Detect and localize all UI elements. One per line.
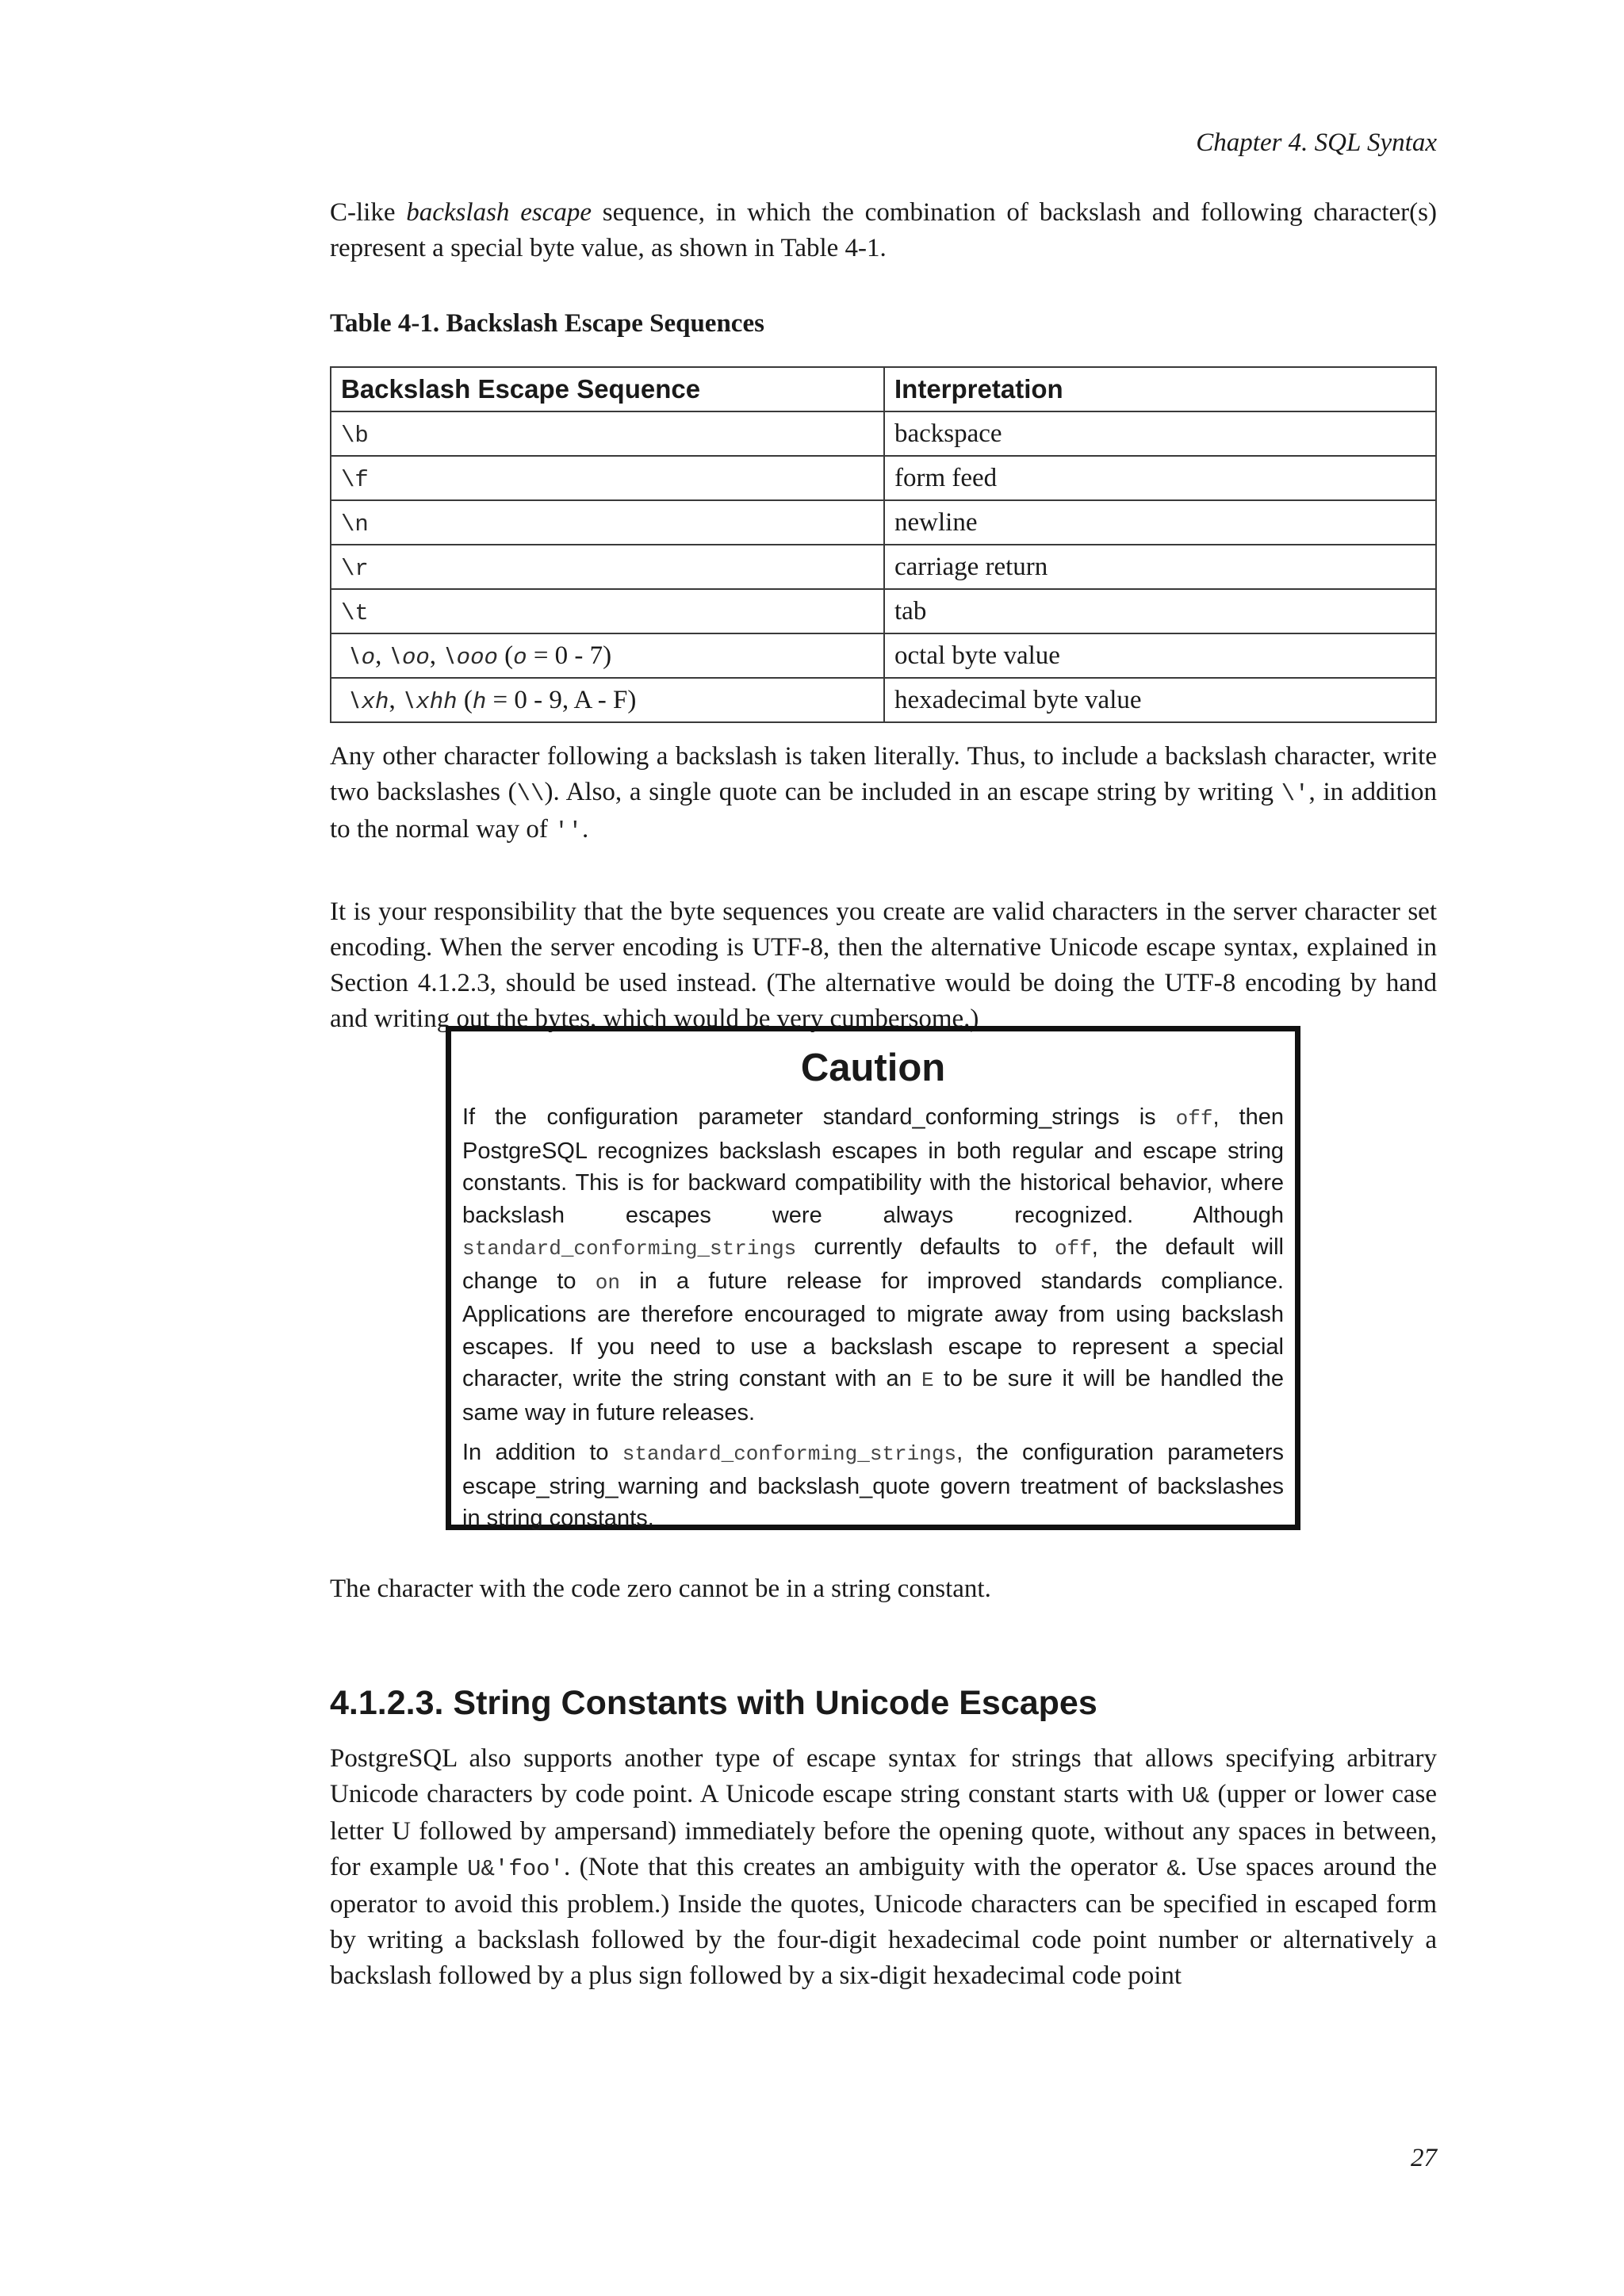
- caution-title: Caution: [800, 1047, 946, 1089]
- intro-text-2: sequence, in which the combination of backslash and following character(s) represent a special byte value, as shown in Table 4-1.: [330, 198, 1437, 262]
- intro-term: backslash escape: [406, 198, 592, 227]
- table-row: [331, 411, 1436, 456]
- code-zero-paragraph: The character with the code zero cannot be in a string constant.: [330, 1575, 991, 1603]
- caution-paragraph-2: In addition to standard_conforming_strings, the configuration parameters escape_string_warning and backslash_quote govern treatment of backslashes in string constants.: [462, 1440, 1284, 1531]
- table-row: [331, 545, 1436, 589]
- table-header-row: [331, 367, 1436, 411]
- caution-paragraph-1: If the configuration parameter standard_conforming_strings is off, then PostgreSQL recognizes backslash escapes in both regular and escape string constants. This is for backward compatibility with the historical behavior, where backslash escapes were always recognized. Although standard_conforming_strings currently defaults to off, the default will change to on in a future release for improved standards compliance. Applications are therefore encouraged to migrate away from using backslash escapes. If you need to use a backslash escape to represent a special character, write the string constant with an E to be sure it will be handled the same way in future releases.: [462, 1104, 1285, 1425]
- intro-paragraph: [330, 195, 1437, 266]
- backslash-literal-paragraph: Any other character following a backslash is taken literally. Thus, to include a backslash character, write two backslashes (\\). Also, a single quote can be included in an escape string by writing \', in addition to the normal way of ''.: [330, 742, 1437, 844]
- escape-sequence: \b: [341, 422, 369, 449]
- section-heading: 4.1.2.3. String Constants with Unicode Escapes: [330, 1684, 1097, 1722]
- table-row: [331, 633, 1436, 678]
- table-row: [331, 678, 1436, 722]
- unicode-escapes-paragraph: PostgreSQL also supports another type of escape syntax for strings that allows specifying arbitrary Unicode characters by code point. A Unicode escape string constant starts with U& (upper or lower case letter U followed by ampersand) immediately before the opening quote, without any spaces in between, for example U&'foo'. (Note that this creates an ambiguity with the operator &. Use spaces around the operator to avoid this problem.) Inside the quotes, Unicode characters can be specified in escaped form by writing a backslash followed by the four-digit hexadecimal code point number or alternatively a backslash followed by a plus sign followed by a six-digit hexadecimal code point: [330, 1744, 1437, 1990]
- escape-sequence: \r: [341, 555, 369, 582]
- running-header: Chapter 4. SQL Syntax: [1196, 128, 1437, 157]
- table-title: Table 4-1. Backslash Escape Sequences: [330, 309, 764, 338]
- escape-sequence: \f: [341, 466, 369, 493]
- interpretation: backspace: [884, 411, 1436, 456]
- escape-table: [330, 366, 1437, 723]
- table-row: [331, 500, 1436, 545]
- interpretation: hexadecimal byte value: [884, 678, 1436, 722]
- encoding-paragraph: It is your responsibility that the byte sequences you create are valid characters in the server character set encoding. When the server encoding is UTF-8, then the alternative Unicode escape syntax, explained in Section 4.1.2.3, should be used instead. (The alternative would be doing the UTF-8 encoding by hand and writing out the bytes, which would be very cumbersome.): [330, 897, 1437, 1033]
- table-row: [331, 589, 1436, 633]
- escape-sequence-hex: \xh, \xhh (h = 0 - 9, A - F): [331, 678, 884, 722]
- escape-sequence: \t: [341, 599, 369, 626]
- escape-sequence-octal: \o, \oo, \ooo (o = 0 - 7): [331, 633, 884, 678]
- table-header-interpretation: Interpretation: [884, 367, 1436, 411]
- interpretation: form feed: [884, 456, 1436, 500]
- page-number: 27: [1411, 2144, 1437, 2172]
- interpretation: newline: [884, 500, 1436, 545]
- table-row: [331, 456, 1436, 500]
- interpretation: octal byte value: [884, 633, 1436, 678]
- escape-sequence: \n: [341, 511, 369, 538]
- interpretation: carriage return: [884, 545, 1436, 589]
- intro-text-1: C-like: [330, 198, 407, 227]
- table-header-sequence: Backslash Escape Sequence: [331, 367, 884, 411]
- caution-box: [446, 1026, 1300, 1530]
- interpretation: tab: [884, 589, 1436, 633]
